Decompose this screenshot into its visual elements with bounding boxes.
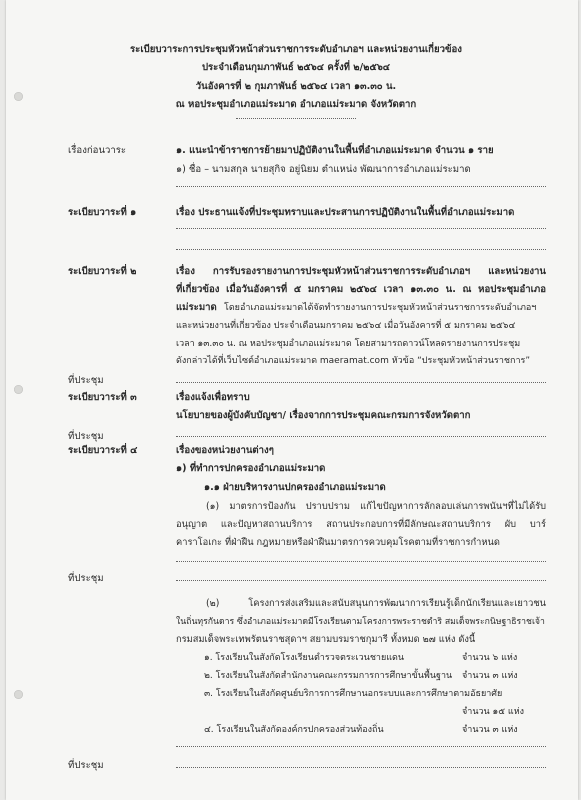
dotted-line [176,249,546,250]
paragraph-1-line-1: (๑) มาตรการป้องกัน ปราบปราม แก้ไขปัญหาการลักลอบเล่นการพนันฯที่ไม่ได้รับ [206,501,546,512]
header-divider [236,118,356,119]
pre-agenda-title: ๑. แนะนำข้าราชการย้ายมาปฏิบัติงานในพื้นที่อำเภอแม่ระมาด จำนวน ๑ ราย [176,145,494,156]
punch-hole [14,92,23,101]
school-count-1: จำนวน ๖ แห่ง [462,653,518,663]
agenda-2-label: ระเบียบวาระที่ ๒ [68,266,137,277]
document-page [6,0,578,800]
meeting-label: ที่ประชุม [68,760,104,771]
dotted-line [176,746,546,747]
agenda-3-sub: นโยบายของผู้บังคับบัญชา/ เรื่องจากการประชุมคณะกรมการจังหวัดตาก [176,410,471,421]
agenda-4-section-1-1: ๑.๑ ฝ่ายบริหารงานปกครองอำเภอแม่ระมาด [204,482,386,493]
agenda-2-line-3: โดยอำเภอแม่ระมาดได้จัดทำรายงานการประชุมหัวหน้าส่วนราชการระดับอำเภอฯ [224,303,537,313]
punch-hole [14,385,23,394]
paragraph-1-line-2: อนุญาต และปัญหาสถานบริการ สถานประกอบการที่มีลักษณะสถานบริการ ผับ บาร์ [176,519,546,530]
pre-agenda-label: เรื่องก่อนวาระ [68,145,127,156]
agenda-4-label: ระเบียบวาระที่ ๔ [68,445,138,456]
school-item-4: ๔. โรงเรียนในสังกัดองค์กรปกครองส่วนท้องถิ่น [204,725,384,735]
dotted-line [176,767,546,768]
header-line-4: ณ หอประชุมอำเภอแม่ระมาด อำเภอแม่ระมาด จังหวัดตาก [175,99,417,110]
paragraph-2-line-1: (๒) โครงการส่งเสริมและสนับสนุนการพัฒนาการเรียนรู้เด็กนักเรียนและเยาวชน [206,598,546,609]
header-line-2: ประจำเดือนกุมภาพันธ์ ๒๕๖๔ ครั้งที่ ๒/๒๕๖๔ [201,62,391,73]
paragraph-1-line-3: คาราโอเกะ ที่ฝ่าฝืน กฎหมายหรือฝ่าฝืนมาตรการควบคุมโรคตามที่ราชการกำหนด [176,537,500,548]
paragraph-2-line-2: ในถิ่นทุรกันดาร ซึ่งอำเภอแม่ระมาดมีโรงเรียนตามโครงการพระราชดำริ สมเด็จพระกนิษฐาธิราชเจ้า [176,617,545,627]
agenda-2-line-5: เวลา ๑๓.๓๐ น. ณ หอประชุมอำเภอแม่ระมาด โดยสามารถดาวน์โหลดรายงานการประชุม [176,339,521,349]
school-item-1: ๑. โรงเรียนในสังกัดโรงเรียนตำรวจตระเวนชายแดน [204,653,405,663]
agenda-2-line-1: เรื่อง การรับรองรายงานการประชุมหัวหน้าส่วนราชการระดับอำเภอฯ และหน่วยงาน [176,266,546,277]
school-count-2: จำนวน ๓ แห่ง [462,671,518,681]
dotted-line [176,186,546,187]
dotted-line [176,580,546,581]
dotted-line [176,561,546,562]
header-line-3: วันอังคารที่ ๒ กุมภาพันธ์ ๒๕๖๔ เวลา ๑๓.๓๐ น. [195,81,397,92]
agenda-4-section-1: ๑) ที่ทำการปกครองอำเภอแม่ระมาด [176,463,326,474]
school-count-4: จำนวน ๓ แห่ง [462,725,518,735]
agenda-3-label: ระเบียบวาระที่ ๓ [68,392,137,403]
punch-hole [14,690,23,699]
agenda-1-label: ระเบียบวาระที่ ๑ [68,207,137,218]
agenda-4-title: เรื่องของหน่วยงานต่างๆ [176,445,274,456]
meeting-label: ที่ประชุม [68,431,104,442]
school-item-2: ๒. โรงเรียนในสังกัดสำนักงานคณะกรรมการการศึกษาขั้นพื้นฐาน [204,671,453,681]
agenda-2-line-6: ดังกล่าวได้ที่เว็บไซต์อำเภอแม่ระมาด maeramat.com หัวข้อ “ประชุมหัวหน้าส่วนราชการ” [176,356,531,366]
meeting-label: ที่ประชุม [68,375,104,386]
agenda-2-line-3-bold: แม่ระมาด [176,302,217,313]
header-line-1: ระเบียบวาระการประชุมหัวหน้าส่วนราชการระดับอำเภอฯ และหน่วยงานเกี่ยวข้อง [130,44,462,55]
dotted-line [176,436,546,437]
agenda-2-line-4: และหน่วยงานที่เกี่ยวข้อง ประจำเดือนมกราคม ๒๕๖๔ เมื่อวันอังคารที่ ๕ มกราคม ๒๕๖๔ [176,321,516,331]
school-item-3: ๓. โรงเรียนในสังกัดศูนย์บริการการศึกษานอกระบบและการศึกษาตามอัธยาศัย [204,689,503,699]
dotted-line [176,382,546,383]
agenda-3-title: เรื่องแจ้งเพื่อทราบ [176,392,250,403]
pre-agenda-item: ๑) ชื่อ – นามสกุล นายสุกิจ อยู่นิยม ตำแหน่ง พัฒนาการอำเภอแม่ระมาด [176,164,471,175]
paragraph-2-line-3: กรมสมเด็จพระเทพรัตนราชสุดาฯ สยามบรมราชกุมารี ทั้งหมด ๒๗ แห่ง ดังนี้ [176,634,476,645]
agenda-1-text: เรื่อง ประธานแจ้งที่ประชุมทราบและประสานการปฏิบัติงานในพื้นที่อำเภอแม่ระมาด [176,207,515,218]
agenda-2-line-2: ที่เกี่ยวข้อง เมื่อวันอังคารที่ ๕ มกราคม ๒๕๖๔ เวลา ๑๓.๓๐ น. ณ หอประชุมอำเภอ [176,284,546,295]
school-count-3: จำนวน ๑๕ แห่ง [462,707,525,717]
dotted-line [176,228,546,229]
meeting-label: ที่ประชุม [68,573,104,584]
